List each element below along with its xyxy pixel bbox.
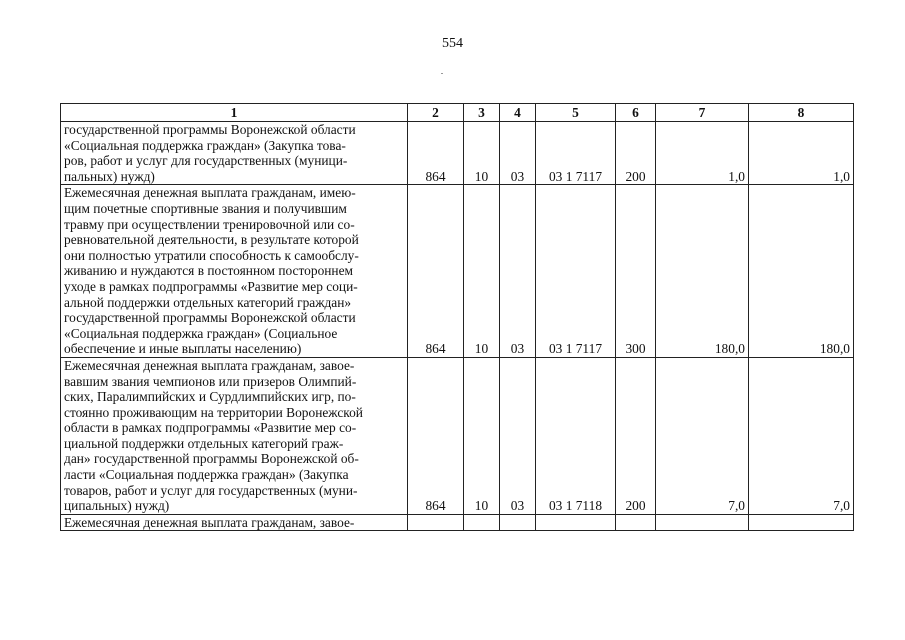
row-description xyxy=(61,357,408,514)
description-line: ципальных) нужд) xyxy=(64,498,170,514)
table-row xyxy=(61,357,854,514)
cell-target-article: 03 1 7118 xyxy=(536,357,616,514)
cell-target-article: 03 1 7117 xyxy=(536,122,616,185)
table-row xyxy=(61,122,854,185)
description-line: живанию и нуждаются в постоянном постороннем xyxy=(64,263,354,279)
description-line: ров, работ и услуг для государственных (муници- xyxy=(64,153,348,169)
description-line: циальной поддержки отдельных категорий граж- xyxy=(64,435,344,451)
description-line: государственной программы Воронежской области xyxy=(64,310,356,326)
description-line: пальных) нужд) xyxy=(64,168,155,184)
row-description xyxy=(61,122,408,185)
cell-expense-type: 200 xyxy=(616,357,656,514)
col-header-3: 3 xyxy=(464,104,500,122)
description-line: ласти «Социальная поддержка граждан» (Закупка xyxy=(64,467,349,483)
cell-ministry-code: 864 xyxy=(408,122,464,185)
description-line: Ежемесячная денежная выплата гражданам, завое- xyxy=(64,357,355,373)
description-line: области в рамках подпрограммы «Развитие мер со- xyxy=(64,420,357,436)
description-line: «Социальная поддержка граждан» (Закупка това- xyxy=(64,137,346,153)
budget-table xyxy=(60,103,854,531)
description-line: государственной программы Воронежской области xyxy=(64,122,356,137)
description-line: дан» государственной программы Воронежской об- xyxy=(64,451,359,467)
cell-ministry-code: 864 xyxy=(408,357,464,514)
empty-cell xyxy=(464,514,500,531)
col-header-2: 2 xyxy=(408,104,464,122)
cell-amount-col8: 180,0 xyxy=(749,185,854,358)
cell-target-article: 03 1 7117 xyxy=(536,185,616,358)
description-line: травму при осуществлении тренировочной или со- xyxy=(64,216,355,232)
row-description xyxy=(61,185,408,358)
empty-cell xyxy=(656,514,749,531)
cell-amount-col7: 1,0 xyxy=(656,122,749,185)
empty-cell xyxy=(749,514,854,531)
table-row xyxy=(61,185,854,358)
cell-section: 10 xyxy=(464,357,500,514)
description-line: стоянно проживающим на территории Воронежской xyxy=(64,404,363,420)
cell-amount-col8: 1,0 xyxy=(749,122,854,185)
description-line: щим почетные спортивные звания и получившим xyxy=(64,200,347,216)
empty-cell xyxy=(500,514,536,531)
col-header-7: 7 xyxy=(656,104,749,122)
description-line: Ежемесячная денежная выплата гражданам, имею- xyxy=(64,185,356,201)
cell-amount-col7: 180,0 xyxy=(656,185,749,358)
scan-speck xyxy=(441,73,443,74)
description-line: вавшим звания чемпионов или призеров Олимпий- xyxy=(64,373,357,389)
description-line: уходе в рамках подпрограммы «Развитие мер соци- xyxy=(64,278,358,294)
empty-cell xyxy=(616,514,656,531)
description-line: они полностью утратили способность к самообслу- xyxy=(64,247,359,263)
cell-subsection: 03 xyxy=(500,185,536,358)
cell-amount-col7: 7,0 xyxy=(656,357,749,514)
empty-cell xyxy=(408,514,464,531)
cell-expense-type: 200 xyxy=(616,122,656,185)
cell-subsection: 03 xyxy=(500,122,536,185)
col-header-4: 4 xyxy=(500,104,536,122)
description-line: альной поддержки отдельных категорий граждан» xyxy=(64,294,352,310)
cell-amount-col8: 7,0 xyxy=(749,357,854,514)
table-row-partial xyxy=(61,514,854,531)
description-line: «Социальная поддержка граждан» (Социальное xyxy=(64,325,338,341)
col-header-6: 6 xyxy=(616,104,656,122)
cell-section: 10 xyxy=(464,122,500,185)
header-row xyxy=(61,104,854,122)
col-header-8: 8 xyxy=(749,104,854,122)
cell-ministry-code: 864 xyxy=(408,185,464,358)
row-description: Ежемесячная денежная выплата гражданам, завое- xyxy=(61,514,408,531)
cell-section: 10 xyxy=(464,185,500,358)
description-line: ревновательной деятельности, в результате которой xyxy=(64,232,359,248)
cell-subsection: 03 xyxy=(500,357,536,514)
description-line: товаров, работ и услуг для государственных (муни- xyxy=(64,482,358,498)
col-header-1: 1 xyxy=(61,104,408,122)
page-number: 554 xyxy=(442,36,463,51)
cell-expense-type: 300 xyxy=(616,185,656,358)
col-header-5: 5 xyxy=(536,104,616,122)
description-line: обеспечение и иные выплаты населению) xyxy=(64,341,302,357)
empty-cell xyxy=(536,514,616,531)
description-line: ских, Паралимпийских и Сурдлимпийских игр, по- xyxy=(64,389,356,405)
